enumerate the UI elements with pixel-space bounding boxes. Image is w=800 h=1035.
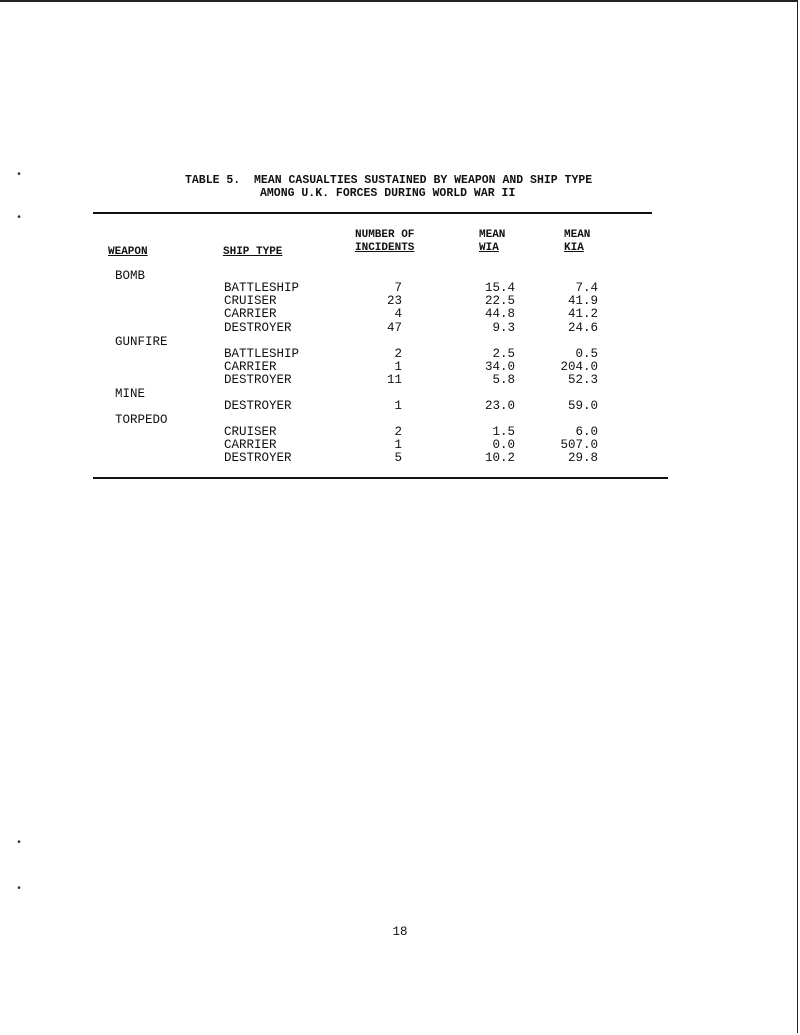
table-bottom-rule (93, 477, 668, 479)
weapon-group-label: MINE (115, 387, 146, 401)
mean-kia-cell: 41.9 (567, 294, 598, 309)
incidents-cell: 11 (386, 373, 402, 388)
table-caption (185, 174, 592, 200)
incidents-cell: 4 (394, 307, 402, 322)
ship-type-cell: DESTROYER (224, 320, 292, 335)
ship-type-cell: CARRIER (224, 360, 277, 375)
mean-kia-cell: 52.3 (567, 373, 598, 388)
mean-kia-cell: 6.0 (575, 425, 598, 439)
mean-wia-cell: 0.0 (492, 438, 515, 453)
mean-wia-cell: 2.5 (492, 347, 515, 361)
mean-kia-cell: 24.6 (567, 320, 598, 335)
caption-line-2: AMONG U.K. FORCES DURING WORLD WAR II (260, 187, 516, 200)
header-number-of-incidents: NUMBER OF INCIDENTS (355, 229, 415, 254)
caption-line-1: TABLE 5. MEAN CASUALTIES SUSTAINED BY WEAPON AND SHIP TYPE (185, 174, 593, 187)
weapon-group-label: BOMB (115, 269, 146, 283)
ship-type-cell: CARRIER (224, 307, 277, 322)
incidents-cell: 1 (394, 360, 402, 375)
scan-speck: • (16, 838, 23, 849)
mean-kia-cell: 0.5 (575, 347, 598, 361)
scan-speck: • (16, 213, 23, 224)
ship-type-cell: CRUISER (224, 425, 277, 439)
incidents-cell: 47 (386, 320, 402, 335)
ship-type-cell: DESTROYER (224, 399, 292, 413)
ship-type-cell: DESTROYER (224, 451, 292, 466)
weapon-group-label: GUNFIRE (115, 335, 168, 349)
mean-kia-cell: 7.4 (575, 281, 598, 295)
ship-type-cell: CARRIER (224, 438, 277, 453)
mean-wia-cell: 1.5 (492, 425, 515, 439)
weapon-group-label: TORPEDO (115, 413, 168, 427)
header-weapon: WEAPON (108, 246, 148, 258)
mean-wia-cell: 22.5 (484, 294, 515, 309)
mean-wia-cell: 23.0 (484, 399, 515, 413)
incidents-cell: 23 (386, 294, 402, 309)
header-mean-kia: MEAN KIA (564, 229, 591, 254)
ship-type-cell: BATTLESHIP (224, 281, 300, 295)
scan-speck: • (16, 884, 23, 895)
incidents-cell: 5 (394, 451, 402, 466)
mean-wia-cell: 5.8 (492, 373, 515, 388)
ship-type-cell: CRUISER (224, 294, 277, 309)
mean-wia-cell: 15.4 (484, 281, 515, 295)
ship-type-cell: DESTROYER (224, 373, 292, 388)
header-ship-type: SHIP TYPE (223, 246, 283, 258)
incidents-cell: 1 (394, 399, 402, 413)
mean-wia-cell: 34.0 (484, 360, 515, 375)
header-mean-wia: MEAN WIA (479, 229, 506, 254)
mean-kia-cell: 41.2 (567, 307, 598, 322)
page-number: 18 (392, 925, 408, 939)
incidents-cell: 1 (394, 438, 402, 453)
scan-speck: • (16, 170, 23, 181)
mean-wia-cell: 44.8 (484, 307, 515, 322)
mean-kia-cell: 507.0 (560, 438, 598, 453)
incidents-cell: 7 (394, 281, 402, 295)
incidents-cell: 2 (394, 425, 402, 439)
mean-wia-cell: 9.3 (492, 320, 515, 335)
mean-kia-cell: 59.0 (567, 399, 598, 413)
mean-wia-cell: 10.2 (484, 451, 515, 466)
incidents-cell: 2 (394, 347, 402, 361)
mean-kia-cell: 29.8 (567, 451, 598, 466)
mean-kia-cell: 204.0 (560, 360, 598, 375)
table-top-rule (93, 212, 652, 214)
ship-type-cell: BATTLESHIP (224, 347, 300, 361)
